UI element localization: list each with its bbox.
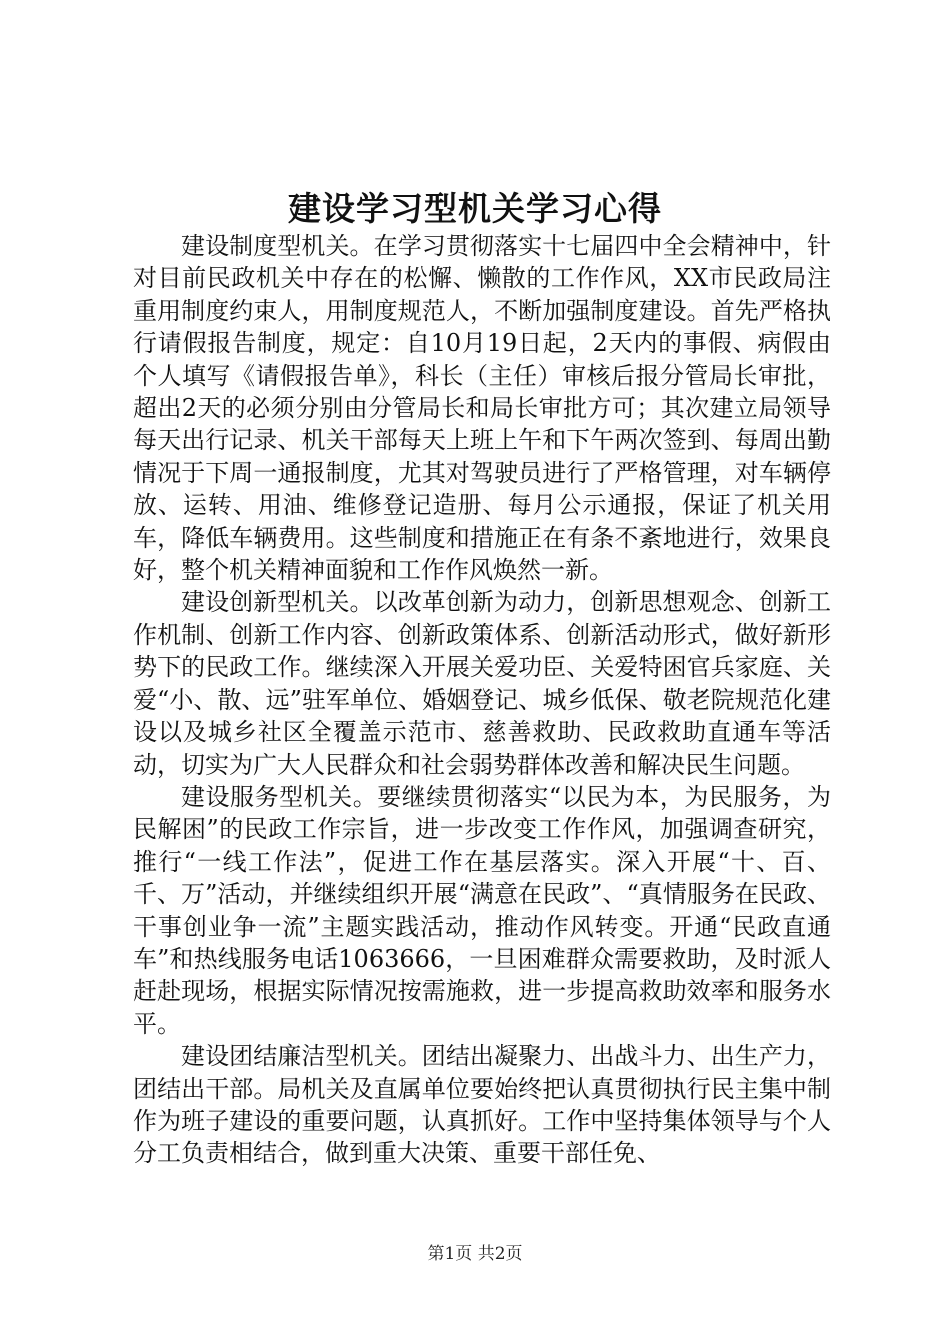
paragraph-institution: 建设制度型机关。在学习贯彻落实十七届四中全会精神中，针对目前民政机关中存在的松懈、懒散的工作作风，XX市民政局注重用制度约束人，用制度规范人，不断加强制度建设。首先严格执行请假报告制度，规定：自10月19日起，2天内的事假、病假由个人填写《请假报告单》，科长（主任）审核后报分管局长审批，超出2天的必须分别由分管局长和局长审批方可；其次建立局领导每天出行记录、机关干部每天上班上午和下午两次签到、每周出勤情况于下周一通报制度，尤其对驾驶员进行了严格管理，对车辆停放、运转、用油、维修登记造册、每月公示通报，保证了机关用车，降低车辆费用。这些制度和措施正在有条不紊地进行，效果良好，整个机关精神面貌和工作作风焕然一新。 (133, 232, 831, 585)
paragraph-integrity: 建设团结廉洁型机关。团结出凝聚力、出战斗力、出生产力，团结出干部。局机关及直属单位要始终把认真贯彻执行民主集中制作为班子建设的重要问题，认真抓好。工作中坚持集体领导与个人分工负责相结合，做到重大决策、重要干部任免、 (133, 1042, 831, 1168)
document-body (133, 230, 831, 1170)
paragraph-innovation: 建设创新型机关。以改革创新为动力，创新思想观念、创新工作机制、创新工作内容、创新政策体系、创新活动形式，做好新形势下的民政工作。继续深入开展关爱功臣、关爱特困官兵家庭、关爱“小、散、远”驻军单位、婚姻登记、城乡低保、敬老院规范化建设以及城乡社区全覆盖示范市、慈善救助、民政救助直通车等活动，切实为广大人民群众和社会弱势群体改善和解决民生问题。 (133, 588, 831, 779)
document-title: 建设学习型机关学习心得 (288, 189, 662, 228)
paragraph-service: 建设服务型机关。要继续贯彻落实“以民为本，为民服务，为民解困”的民政工作宗旨，进一步改变工作作风，加强调查研究，推行“一线工作法”，促进工作在基层落实。深入开展“十、百、千、万”活动，并继续组织开展“满意在民政”、“真情服务在民政、干事创业争一流”主题实践活动，推动作风转变。开通“民政直通车”和热线服务电话1063666，一旦困难群众需要救助，及时派人赶赴现场，根据实际情况按需施救，进一步提高救助效率和服务水平。 (133, 782, 831, 1038)
page-number-footer: 第1页 共2页 (427, 1244, 523, 1264)
